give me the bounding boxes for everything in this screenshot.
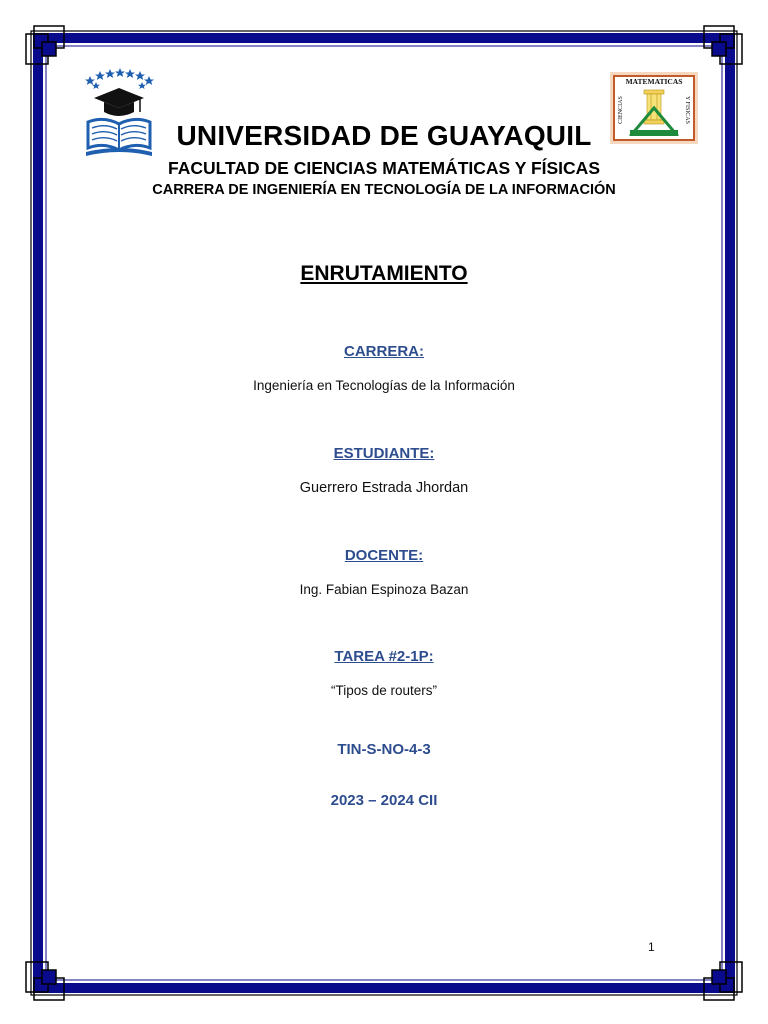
faculty-name: FACULTAD DE CIENCIAS MATEMÁTICAS Y FÍSICAS <box>167 158 600 178</box>
tarea-value: “Tipos de routers” <box>330 683 438 698</box>
docente-label: DOCENTE: <box>344 547 424 564</box>
carrera-label: CARRERA: <box>344 343 424 360</box>
estudiante-label: ESTUDIANTE: <box>333 445 435 462</box>
university-name: UNIVERSIDAD DE GUAYAQUIL <box>176 120 592 151</box>
career-heading: CARRERA DE INGENIERÍA EN TECNOLOGÍA DE LA INFORMACIÓN <box>152 182 616 198</box>
academic-period: 2023 – 2024 CII <box>330 792 438 809</box>
page-number: 1 <box>648 940 655 954</box>
estudiante-value: Guerrero Estrada Jhordan <box>299 480 469 496</box>
carrera-value: Ingeniería en Tecnologías de la Información <box>253 378 515 393</box>
logo-left-text: CIENCIAS <box>618 96 624 124</box>
course-code: TIN-S-NO-4-3 <box>337 741 431 758</box>
logo-right-text: Y FISICAS <box>684 96 690 124</box>
document-title: ENRUTAMIENTO <box>300 262 468 285</box>
tarea-label: TAREA #2-1P: <box>334 648 434 665</box>
docente-value: Ing. Fabian Espinoza Bazan <box>299 582 469 597</box>
logo-top-text: MATEMATICAS <box>625 77 683 86</box>
